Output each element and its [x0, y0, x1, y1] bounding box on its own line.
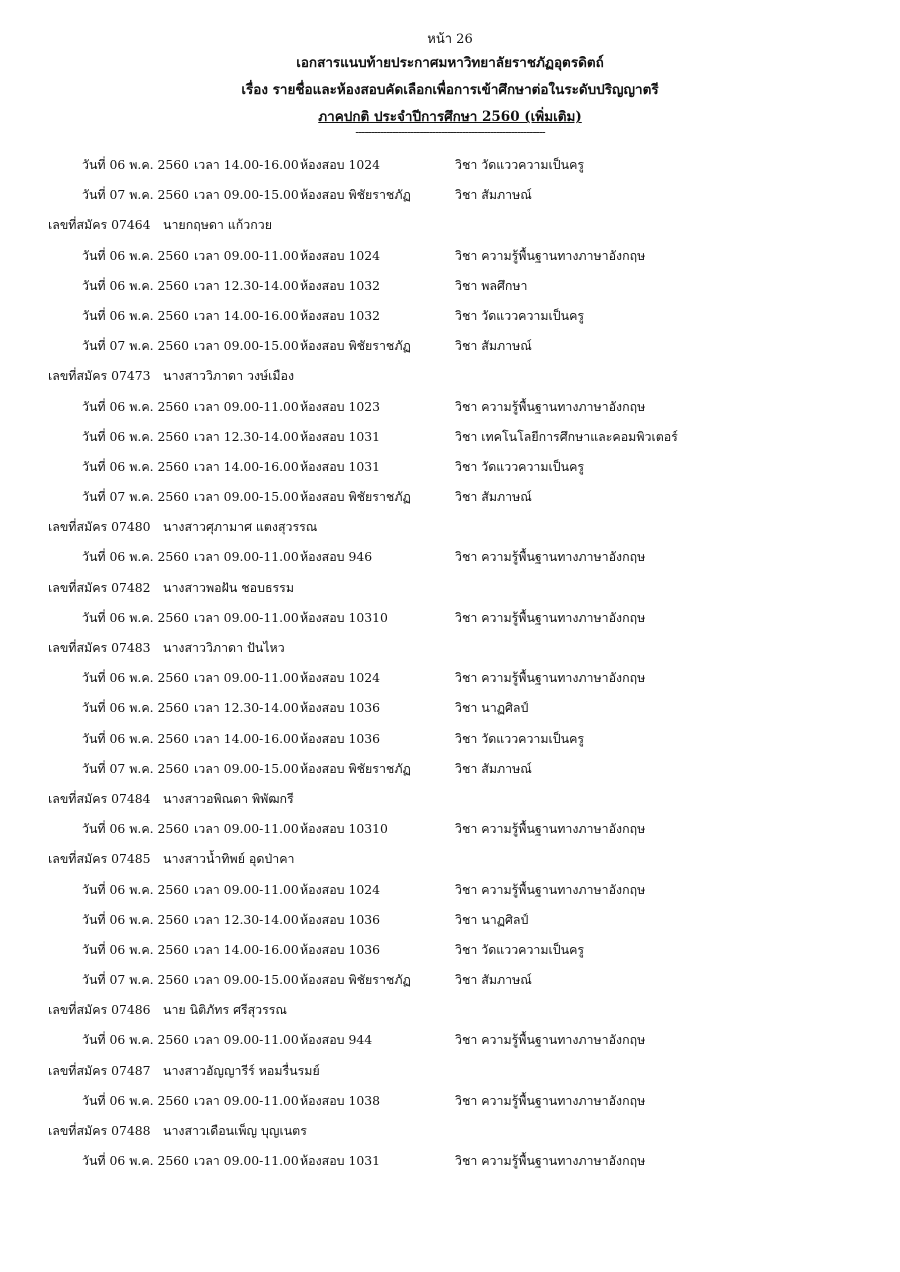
exam-date: วันที่ 06 พ.ค. 2560: [82, 730, 190, 746]
exam-subject: วิชา วัดแววความเป็นครู: [455, 730, 585, 746]
exam-room: ห้องสอบ 1024: [300, 247, 381, 263]
exam-time: เวลา 12.30-14.00: [194, 428, 299, 444]
exam-row: [0, 724, 900, 754]
exam-room: ห้องสอบ 1024: [300, 881, 381, 897]
exam-date: วันที่ 06 พ.ค. 2560: [82, 277, 190, 293]
exam-subject: วิชา สัมภาษณ์: [455, 972, 532, 988]
applicant-number: เลขที่สมัคร 07488: [48, 1123, 151, 1138]
applicant-row: [0, 512, 900, 542]
exam-date: วันที่ 06 พ.ค. 2560: [82, 941, 190, 957]
exam-time: เวลา 09.00-11.00: [194, 1032, 299, 1048]
exam-time: เวลา 09.00-15.00: [194, 760, 299, 776]
exam-subject: วิชา วัดแววความเป็นครู: [455, 157, 585, 172]
exam-row: [0, 935, 900, 965]
exam-row: [0, 331, 900, 361]
exam-room: ห้องสอบ 1036: [300, 941, 381, 957]
exam-time: เวลา 09.00-11.00: [194, 549, 299, 565]
exam-row: [0, 1025, 900, 1055]
applicant-number: เลขที่สมัคร 07482: [48, 579, 151, 595]
exam-date: วันที่ 06 พ.ค. 2560: [82, 911, 190, 927]
exam-subject: วิชา ความรู้พื้นฐานทางภาษาอังกฤษ: [455, 670, 646, 686]
applicant-name: นาย นิติภัทร ศรีสุวรรณ: [163, 1002, 287, 1018]
exam-subject: วิชา ความรู้พื้นฐานทางภาษาอังกฤษ: [455, 1153, 646, 1169]
exam-row: [0, 1146, 900, 1176]
exam-room: ห้องสอบ 1032: [300, 277, 381, 293]
exam-date: วันที่ 06 พ.ค. 2560: [82, 398, 190, 414]
exam-room: ห้องสอบ พิชัยราชภัฏ: [300, 338, 411, 354]
exam-subject: วิชา ความรู้พื้นฐานทางภาษาอังกฤษ: [455, 821, 646, 837]
applicant-name: นางสาวศุภามาศ แตงสุวรรณ: [163, 519, 318, 535]
exam-row: [0, 271, 900, 301]
exam-time: เวลา 12.30-14.00: [194, 911, 299, 927]
exam-row: [0, 875, 900, 905]
applicant-name: นางสาวอพิณดา พิพัฒกรี: [163, 790, 294, 806]
exam-room: ห้องสอบ 1038: [300, 1092, 381, 1108]
exam-subject: วิชา ความรู้พื้นฐานทางภาษาอังกฤษ: [455, 609, 646, 625]
exam-time: เวลา 09.00-15.00: [194, 972, 299, 988]
header-subject: เรื่อง รายชื่อและห้องสอบคัดเลือกเพื่อการเข้าศึกษาต่อในระดับปริญญาตรี: [241, 82, 659, 98]
exam-subject: วิชา สัมภาษณ์: [455, 760, 532, 776]
applicant-row: [0, 633, 900, 663]
applicant-row: [0, 210, 900, 240]
exam-room: ห้องสอบ 1036: [300, 730, 381, 746]
exam-subject: วิชา สัมภาษณ์: [455, 338, 532, 354]
entry-list: [0, 150, 900, 1176]
exam-time: เวลา 09.00-11.00: [194, 670, 299, 686]
exam-time: เวลา 14.00-16.00: [194, 730, 299, 746]
applicant-row: [0, 844, 900, 874]
applicant-number: เลขที่สมัคร 07480: [48, 519, 151, 535]
exam-date: วันที่ 06 พ.ค. 2560: [82, 881, 190, 897]
exam-room: ห้องสอบ พิชัยราชภัฏ: [300, 187, 411, 203]
exam-subject: วิชา นาฏศิลป์: [455, 700, 529, 716]
exam-subject: วิชา วัดแววความเป็นครู: [455, 307, 585, 323]
applicant-number: เลขที่สมัคร 07473: [48, 368, 151, 384]
exam-room: ห้องสอบ 10310: [300, 821, 388, 837]
exam-date: วันที่ 06 พ.ค. 2560: [82, 157, 190, 172]
exam-date: วันที่ 06 พ.ค. 2560: [82, 670, 190, 686]
applicant-name: นางสาวอัญญารีร์ หอมรื่นรมย์: [163, 1062, 320, 1078]
header-term: ภาคปกติ ประจำปีการศึกษา 2560 (เพิ่มเติม): [318, 109, 582, 125]
applicant-row: [0, 784, 900, 814]
exam-row: [0, 603, 900, 633]
exam-time: เวลา 09.00-15.00: [194, 187, 299, 203]
exam-subject: วิชา ความรู้พื้นฐานทางภาษาอังกฤษ: [455, 398, 646, 414]
exam-subject: วิชา พลศึกษา: [455, 277, 528, 293]
exam-row: [0, 180, 900, 210]
exam-room: ห้องสอบ พิชัยราชภัฏ: [300, 972, 411, 988]
exam-row: [0, 150, 900, 180]
exam-date: วันที่ 06 พ.ค. 2560: [82, 1153, 190, 1169]
exam-row: [0, 905, 900, 935]
applicant-number: เลขที่สมัคร 07484: [48, 790, 151, 806]
exam-time: เวลา 14.00-16.00: [194, 307, 299, 323]
exam-room: ห้องสอบ 946: [300, 549, 373, 565]
exam-time: เวลา 09.00-11.00: [194, 881, 299, 897]
exam-time: เวลา 09.00-11.00: [194, 398, 299, 414]
exam-row: [0, 965, 900, 995]
exam-room: ห้องสอบ 1024: [300, 670, 381, 686]
exam-time: เวลา 09.00-11.00: [194, 821, 299, 837]
applicant-row: [0, 361, 900, 391]
exam-subject: วิชา สัมภาษณ์: [455, 187, 532, 203]
exam-date: วันที่ 06 พ.ค. 2560: [82, 549, 190, 565]
exam-subject: วิชา สัมภาษณ์: [455, 489, 532, 505]
header-title: เอกสารแนบท้ายประกาศมหาวิทยาลัยราชภัฏอุตรดิตถ์: [296, 55, 604, 71]
exam-date: วันที่ 06 พ.ค. 2560: [82, 1032, 190, 1048]
applicant-name: นางสาวเดือนเพ็ญ บุญเนตร: [163, 1123, 307, 1138]
exam-date: วันที่ 07 พ.ค. 2560: [82, 972, 190, 988]
exam-date: วันที่ 07 พ.ค. 2560: [82, 760, 190, 776]
applicant-row: [0, 573, 900, 603]
exam-row: [0, 693, 900, 723]
exam-row: [0, 482, 900, 512]
exam-row: [0, 422, 900, 452]
exam-subject: วิชา ความรู้พื้นฐานทางภาษาอังกฤษ: [455, 549, 646, 565]
applicant-row: [0, 1056, 900, 1086]
exam-date: วันที่ 06 พ.ค. 2560: [82, 428, 190, 444]
exam-room: ห้องสอบ 944: [300, 1032, 373, 1048]
exam-row: [0, 754, 900, 784]
applicant-number: เลขที่สมัคร 07483: [48, 640, 151, 655]
exam-row: [0, 663, 900, 693]
exam-time: เวลา 09.00-15.00: [194, 489, 299, 505]
applicant-name: นางสาวพอฝัน ชอบธรรม: [163, 579, 294, 595]
applicant-number: เลขที่สมัคร 07464: [48, 217, 151, 233]
exam-room: ห้องสอบ 1031: [300, 458, 381, 474]
exam-date: วันที่ 07 พ.ค. 2560: [82, 489, 190, 505]
exam-room: ห้องสอบ 1036: [300, 911, 381, 927]
applicant-row: [0, 1116, 900, 1146]
exam-row: [0, 1086, 900, 1116]
applicant-name: นางสาววิภาดา วงษ์เมือง: [163, 368, 295, 384]
exam-time: เวลา 09.00-11.00: [194, 247, 299, 263]
exam-time: เวลา 12.30-14.00: [194, 277, 299, 293]
exam-room: ห้องสอบ พิชัยราชภัฏ: [300, 489, 411, 505]
exam-row: [0, 301, 900, 331]
exam-date: วันที่ 07 พ.ค. 2560: [82, 338, 190, 354]
exam-room: ห้องสอบ 1032: [300, 307, 381, 323]
applicant-row: [0, 995, 900, 1025]
exam-date: วันที่ 06 พ.ค. 2560: [82, 821, 190, 837]
exam-date: วันที่ 06 พ.ค. 2560: [82, 700, 190, 716]
applicant-number: เลขที่สมัคร 07487: [48, 1062, 151, 1078]
applicant-number: เลขที่สมัคร 07485: [48, 851, 151, 867]
exam-row: [0, 241, 900, 271]
exam-time: เวลา 14.00-16.00: [194, 458, 299, 474]
header-divider: --------------------------------------------------------------: [355, 125, 545, 139]
exam-subject: วิชา วัดแววความเป็นครู: [455, 458, 585, 474]
exam-room: ห้องสอบ 1036: [300, 700, 381, 716]
applicant-name: นายกฤษดา แก้วกวย: [163, 217, 272, 233]
exam-row: [0, 542, 900, 572]
exam-room: ห้องสอบ 1031: [300, 428, 381, 444]
exam-date: วันที่ 06 พ.ค. 2560: [82, 609, 190, 625]
exam-date: วันที่ 06 พ.ค. 2560: [82, 307, 190, 323]
exam-time: เวลา 14.00-16.00: [194, 157, 299, 172]
applicant-name: นางสาวน้ำทิพย์ อุดป่าคา: [163, 851, 295, 867]
exam-row: [0, 814, 900, 844]
document-header: [0, 30, 900, 137]
exam-time: เวลา 09.00-11.00: [194, 1153, 299, 1169]
exam-date: วันที่ 06 พ.ค. 2560: [82, 458, 190, 474]
exam-row: [0, 392, 900, 422]
exam-room: ห้องสอบ 1031: [300, 1153, 381, 1169]
page-number: หน้า 26: [427, 32, 473, 47]
exam-time: เวลา 09.00-15.00: [194, 338, 299, 354]
exam-subject: วิชา วัดแววความเป็นครู: [455, 941, 585, 957]
exam-date: วันที่ 06 พ.ค. 2560: [82, 247, 190, 263]
exam-row: [0, 452, 900, 482]
exam-subject: วิชา ความรู้พื้นฐานทางภาษาอังกฤษ: [455, 1092, 646, 1108]
exam-subject: วิชา นาฏศิลป์: [455, 911, 529, 927]
applicant-number: เลขที่สมัคร 07486: [48, 1002, 151, 1018]
applicant-name: นางสาววิภาดา ปันไหว: [163, 640, 285, 655]
exam-time: เวลา 09.00-11.00: [194, 1092, 299, 1108]
exam-date: วันที่ 07 พ.ค. 2560: [82, 187, 190, 203]
exam-subject: วิชา ความรู้พื้นฐานทางภาษาอังกฤษ: [455, 247, 646, 263]
exam-subject: วิชา ความรู้พื้นฐานทางภาษาอังกฤษ: [455, 1032, 646, 1048]
exam-time: เวลา 14.00-16.00: [194, 941, 299, 957]
exam-time: เวลา 12.30-14.00: [194, 700, 299, 716]
exam-room: ห้องสอบ พิชัยราชภัฏ: [300, 760, 411, 776]
exam-subject: วิชา เทคโนโลยีการศึกษาและคอมพิวเตอร์: [455, 428, 678, 444]
exam-room: ห้องสอบ 1024: [300, 157, 381, 172]
exam-time: เวลา 09.00-11.00: [194, 609, 299, 625]
exam-room: ห้องสอบ 1023: [300, 398, 381, 414]
exam-subject: วิชา ความรู้พื้นฐานทางภาษาอังกฤษ: [455, 881, 646, 897]
exam-date: วันที่ 06 พ.ค. 2560: [82, 1092, 190, 1108]
exam-room: ห้องสอบ 10310: [300, 609, 388, 625]
